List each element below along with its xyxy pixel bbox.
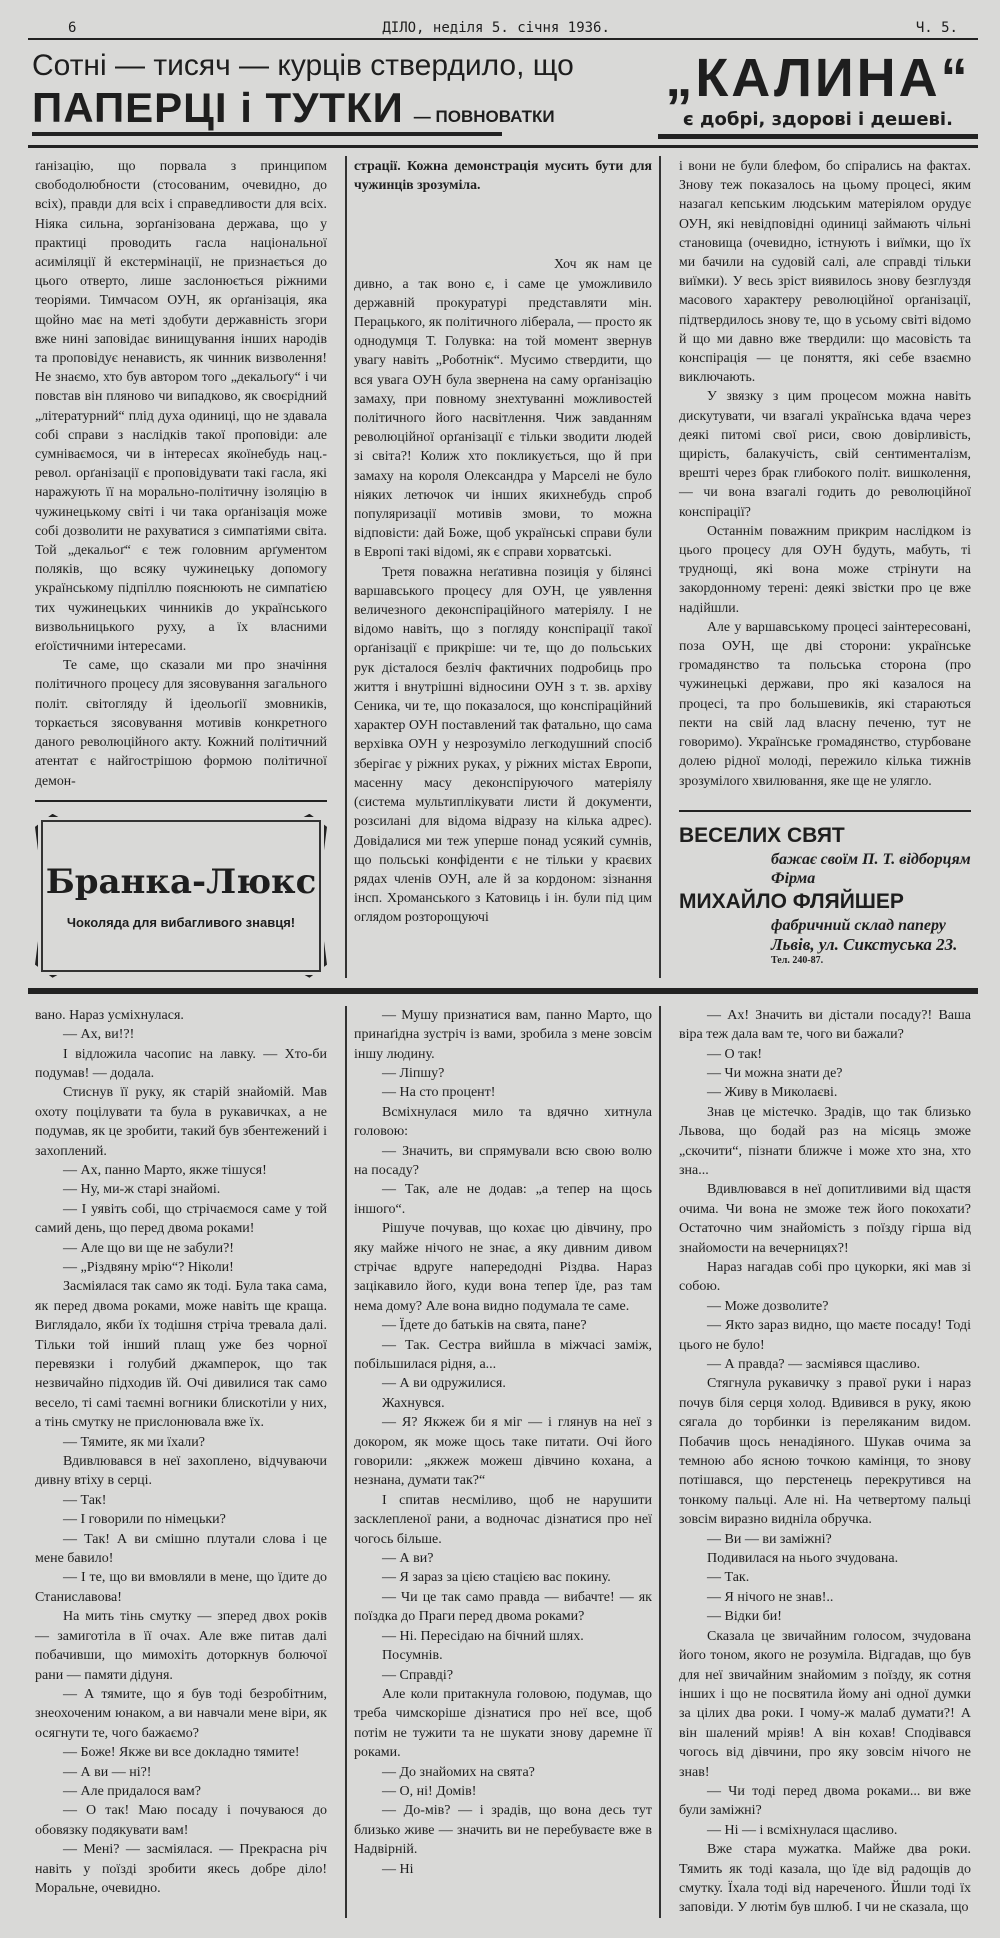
section-rule <box>28 145 978 148</box>
story-column-2 <box>345 1006 661 1918</box>
paragraph: Стиснув її руку, як старій знайомій. Мав охоту поцілувати та була в рукавичках, а не подумав, як це зробити, такий був збентежений і захоплений. <box>35 1085 327 1159</box>
paragraph: — О, ні! Домів! <box>382 1783 477 1799</box>
paragraph: Вдивлювався в неї допитливими від щастя очима. Чи вона не зможе теж його покохати? Остаточно чим знайомість з поїзду гірша від знайомости на вечерницях?! <box>679 1182 971 1256</box>
story-column-3 <box>672 1006 978 1918</box>
paragraph: — Боже! Якже ви все докладно тямите! <box>63 1745 300 1761</box>
advert-underline <box>32 132 502 136</box>
paragraph: Нараз нагадав собі про цукорки, які мав зі собою. <box>679 1259 971 1295</box>
paragraph: — Ліпшу? <box>382 1065 445 1081</box>
paragraph: — А тямите, що я був тоді безробітним, знеохоченим юнаком, а ви навчали мене віри, як осягнути те, чого бажаємо? <box>35 1686 327 1741</box>
paragraph: — Так! А ви смішно плутали слова і це мене бавило! <box>35 1531 327 1567</box>
paragraph: — А правда? — засміявся щасливо. <box>707 1357 921 1373</box>
advert-product: ПАПЕРЦІ і ТУТКИ <box>32 84 404 131</box>
story-section <box>28 1006 978 1918</box>
paragraph: Знав це містечко. Зрадів, що так близько Львова, що бодай раз на місяць зможе „скочити“, пізнати ближче і може хто зна, хто зна... <box>679 1104 971 1178</box>
paragraph: — Тямите, як ми їхали? <box>63 1434 205 1450</box>
paragraph: Вдивлювався в неї захоплено, відчуваючи дивну втіху в серці. <box>35 1454 327 1489</box>
paragraph: — Значить, ви спрямували всю свою волю на посаду? <box>354 1143 652 1178</box>
paragraph: Третя поважна неґативна позиція у білянсі варшавського процесу для ОУН, це уявлення величезного деконспіраційного матеріялу. І не відомо навіть, що з погляду конспірації такої орґанізації є прикріше: чи те, що до польських рук дісталося безліч фактичних подробиць про життя і внутрішні відносини ОУН з т. зв. архіву Сеника, чи те, що показалося, що конспіраційний характер ОУН поставлений так фатально, що сама верхівка ОУН у незрозуміло легкодушний спосіб зберігає у ріжних руках, у ріжних містах Европи, масенну масу деконспіруючого матеріялу (система мультиплікувати листи й документи, розсилані для відома відразу на кілька адрес). Довідалися ми теж уперше понад усякий сумнів, що польські конфіденти є не тільки у краєвих рядах членів ОУН, але й за кордоном: зізнання інсп. Хроманського з Катовиць і ін. були під цим оглядом розторощуючі <box>354 563 652 925</box>
fleisher-business: фабричний склад паперу <box>771 916 946 934</box>
paragraph: — І те, що ви вмовляли в мене, що їдите до Станиславова! <box>35 1570 327 1605</box>
fleisher-greeting: ВЕСЕЛИХ СВЯТ <box>679 823 845 847</box>
paragraph: — Їдете до батьків на свята, пане? <box>382 1318 587 1334</box>
fleisher-name: МИХАЙЛО ФЛЯЙШЕР <box>679 889 904 913</box>
paragraph: — Ах, ви!?! <box>63 1027 135 1043</box>
branka-slogan: Чоколяда для вибагливого знавця! <box>66 914 296 930</box>
section-divider <box>28 988 978 994</box>
paragraph: На мить тінь смутку — зперед двох років — замиготіла в її очах. Але вже питав далі побачивши, що мимохіть доторкнув болючої рани — памяти дідуня. <box>35 1609 327 1683</box>
paragraph: — Якто зараз видно, що маєте посаду! Тоді цього не було! <box>679 1318 971 1353</box>
paragraph: — Може дозволите? <box>707 1298 829 1314</box>
paragraph: — Я? Якжеж би я міг — і глянув на неї з докором, як може щось таке питати. Очі його говорили: „якжеж можеш дівчино кохана, а незнана, думати так?“ <box>354 1415 652 1489</box>
paragraph: — До-мів? — і зрадів, що вона десь тут близько живе — значить ви не перебуваєте вже в Надвірній. <box>354 1803 652 1858</box>
advert-brand: „КАЛИНА“ <box>665 48 971 108</box>
paragraph: — Мушу признатися вам, панно Марто, що принаґідна зустріч із вами, зробила з мене зовсім іншу людину. <box>354 1007 652 1062</box>
paragraph: — Ні <box>382 1861 414 1877</box>
paragraph: — Ах! Значить ви дістали посаду?! Ваша віра теж дала вам те, чого ви бажали? <box>679 1007 971 1043</box>
paragraph: — Так, але не додав: „а тепер на щось іншого“. <box>354 1182 652 1217</box>
fleisher-address: Львів, ул. Сикстуська 23. <box>771 934 958 954</box>
paragraph: Але у варшавському процесі заінтересовані, поза ОУН, ще дві сторони: українське громадянство та польська сторона (про чужинецькі держави, про які казалося на процесі, та про большевиків, які стараються пекти на свій лад власну печеню, тут не говоримо). Українське громадянство, стурбоване долею рідної молоді, пережило кілька тижнів зрозумілого хвилювання, яке ще не улягло. <box>679 618 971 788</box>
advert-line1: Сотні — тисяч — курців ствердило, що <box>32 49 574 82</box>
paragraph: — А ви? <box>382 1551 434 1567</box>
paragraph: — Чи можна знати де? <box>707 1065 843 1081</box>
paragraph: Хоч як нам це дивно, а так воно є, і саме це уможливило державній прокуратурі представляти мін. Перацького, як політичного лібералa, — просто як однодумця Т. Голувка: на той момент звернув увагу навіть „Роботнік“. Мусимо ствердити, що вся увага ОУН була звернена на саму орґанізацію замаху, при повному знехтуванні можливостей політичного його насвітлення. Чиж завданням революційної орґанізації є тільки зводити людей зі світа?! Колиж хто покликується, що й при замаху на короля Олександра у Марселі не було ніяких летючок чи інших якихнебудь спроб популяризації мотивів змови, то можна відповісти: дай Боже, щоб українські справи були в Европі такі відомі, як є справи хорватські. <box>354 256 652 560</box>
paragraph: — І уявіть собі, що стрічаємося саме у той самий день, що перед двома роками! <box>35 1201 327 1237</box>
advert-product-tail: — ПОВНОВАТКИ <box>413 107 555 126</box>
paragraph: — Ах, панно Марто, якже тішуся! <box>63 1162 267 1178</box>
paragraph: — Я зараз за цією стацією вас покину. <box>382 1570 611 1586</box>
paragraph: ґанізацію, що порвала з принципом свободолюбности (стосованим, очевидно, до всіх), правди для всіх і справедливости для всіх. Ніяка сильна, зорґанізована держава, що у практиці проводить гасла національної асиміляції й екстермінації, не признається до цього отверто, лише заслонюється ріжними теоріями. Тимчасом ОУН, як орґанізація, яка щойно має на меті здобути державність згори вже нині заповідає винищування інших народів та проповідує ненависть, як чинник визволення! Не знаємо, хто був автором того „декальоґу“ і чи повстав він пляново чи випадково, як своєрідний „літературний“ плід духа одиниці, що не здавала собі справи з наслідків такої проповіди: але сумніваємося, чи в інтересах якоїнебудь нац.-револ. орґанізації є проповідувати такі гасла, які наражують її на морально-політичну ізоляцію в чужинецькому світі і чи така орґанізація може собі дозволити не рахуватися з симпатіями світа. Той „декальоґ“ є теж головним арґументом поляків, що всяку чужинецьку допомогу українському підпіллю пояснюють не симпатією тих чужинецьких чинників до українського визвольницького руху, а їх власними еґоїстичними інтересами. <box>35 158 327 654</box>
paragraph: — Ну, ми-ж старі знайомі. <box>63 1182 221 1198</box>
page-header <box>28 14 978 36</box>
paragraph: — А ви — ні?! <box>63 1764 152 1780</box>
advert-underline <box>658 134 978 139</box>
article-section <box>28 156 978 978</box>
paragraph: — О так! Маю посаду і почуваюся до обовязку подякувати вам! <box>35 1803 327 1838</box>
paragraph: Вже стара мужатка. Майже два роки. Тямить як тоді казала, що їде від радощів до смутку. Їхала тоді від нареченого. Йшли тоді їх заповіди. У лютім був шлюб. І чи не сказала, що <box>679 1842 971 1916</box>
column-rule <box>679 810 971 812</box>
paragraph: Подивилася на нього зчудована. <box>707 1551 899 1567</box>
paragraph: — Так. <box>707 1570 750 1586</box>
paragraph: вано. Нараз усміхнулася. <box>35 1007 184 1023</box>
paragraph: — Справді? <box>382 1667 454 1683</box>
paragraph: — Ні. Пересідаю на бічний шлях. <box>382 1628 584 1644</box>
article-paragraph: страції. Кожна демонстрація мусить бути для чужинців зрозуміла. <box>354 158 652 193</box>
masthead: ДІЛО, неділя 5. січня 1936. <box>382 20 610 36</box>
column-rule <box>35 800 327 802</box>
article-column-3 <box>672 156 978 978</box>
paragraph: Але коли притакнула головою, подумав, що треба чимскоріше дізнатися про неї все, щоб потім не тужити та не шукати знову даремне її роками. <box>354 1686 652 1761</box>
paragraph: — Відки би! <box>707 1609 782 1625</box>
page-number: 6 <box>68 20 77 36</box>
paragraph: — Чи тоді перед двома роками... ви вже були заміжні? <box>679 1783 971 1819</box>
paragraph: — Ви — ви заміжні? <box>707 1531 832 1547</box>
paragraph: Засміялася так само як тоді. Була така сама, як перед двома роками, може навіть ще краща. Виглядало, якби їх тодішня стріча тревала далі. Тільки той інший плащ уже без чорної перевязки і голубий джамперок, що так незвичайно підходив їй. Очі дивилися так само весело, ті самі таємні вогники блискотіли у них, а тінь смутку не прислонювала вже їх. <box>35 1279 327 1431</box>
issue-number: Ч. 5. <box>915 20 958 36</box>
paragraph: — На сто процент! <box>382 1085 496 1101</box>
paragraph: — „Різдвяну мрію“? Ніколи! <box>63 1259 234 1275</box>
kalyna-advert <box>28 40 978 145</box>
paragraph: — Але що ви ще не забули?! <box>63 1240 234 1256</box>
paragraph: І спитав несміливо, щоб не нарушити засклепленої рани, а водночас дізнатися про неї чогось більше. <box>354 1492 652 1547</box>
paragraph: — Чи це так само правда — вибачте! — як поїздка до Праги перед двома роками? <box>354 1589 652 1625</box>
paragraph: Стягнула рукавичку з правої руки і нараз почув біля серця холод. Вдивився в руку, якою сягала до торбинки із переляканим видом. Побачив щось ненадіяного. Шукав очима за темною або ясною точкою камінця, то знову потішався, що перстенець перекрутився на тонкому пальці. Але ні. На четвертому пальці зовсім виразно виднілa обручка. <box>679 1376 971 1528</box>
paragraph: — Так! <box>63 1492 107 1508</box>
paragraph: — Живу в Миколаєві. <box>707 1085 838 1101</box>
paragraph: — До знайомих на свята? <box>382 1764 535 1780</box>
paragraph: — І говорили по німецьки? <box>63 1512 226 1528</box>
article-column-1 <box>28 156 334 978</box>
paragraph: — Так. Сестра вийшла в міжчасі заміж, побільшилася рідня, а... <box>354 1337 652 1373</box>
paragraph: і вони не були блефом, бо спірались на фактах. Знову теж показалось на цьому процесі, яким назагал кепським людським матеріялом орудує ОУН, які невідповідні одиниці займають чільні становища (очевидно, істнують і виїмки, що їх ми бачили на судовій салі, але справді тільки виїмки). У весь зріст виявилось знову безглуздя масового характеру революційної орґанізації, підтвердилось знову те, що в усьому світі відомо й що ми давно вже твердили: що масовість та конспірація — це поняття, які себе взаємно виключають. <box>679 158 971 385</box>
paragraph: Сказала це звичайним голосом, зчудована його тоном, якого не розуміла. Відгадав, що був для неї звичайним знайомим з поїзду, як сотня інших і що не посвятила йому ані одної думки за цілих два роки. І чому-ж малаб думати?! А він шалений мріяв! А він кохав! Сподівався чогось від дівчини, про яку зовсім нічого не знав! <box>679 1628 971 1780</box>
fleisher-wishes: бажає своїм П. Т. відборцям <box>771 850 971 868</box>
paragraph: Жахнувся. <box>382 1395 445 1411</box>
paragraph: Рішуче почував, що кохає цю дівчину, про яку майже нічого не знає, а яку дивним дивом стрічає вдруге напередодні Різдва. Нараз зацікавило його, куди вона тепер їде, раз там нема дому? Але вона видно подумала те саме. <box>354 1221 652 1314</box>
paragraph: Те саме, що сказали ми про значіння політичного процесу для зясовування загального політ. світогляду й ідеольоґії змовників, торкається зясовування мотивів конкретного даного революційного акту. Кожний політичний атентат є найгострішою формою політичної демон- <box>35 657 327 788</box>
paragraph: — Я нічого не знав!.. <box>707 1589 834 1605</box>
paragraph: — А ви одружилися. <box>382 1376 506 1392</box>
paragraph: І відложила часопис на лавку. — Хто-би подумав! — додала. <box>35 1046 327 1081</box>
paragraph: У звязку з цим процесом можна навіть дискутувати, чи взагалі українська вдача через деякі питомі свої риси, свою довірливість, щирість, балакучість, свій сентименталізм, врешті через брак глибокого політ. вишколення, — чи вона взагалі годить до революційної конспірації? <box>679 388 971 519</box>
paragraph: — О так! <box>707 1046 763 1062</box>
paragraph: Останнім поважним прикрим наслідком із цього процесу для ОУН будуть, мабуть, ті труднощі, які вона може стрінути на закордонному терені: деякі звістки про це вже надійшли. <box>679 522 971 615</box>
fleisher-advert <box>679 822 971 968</box>
fleisher-firm-label: Фірма <box>771 869 816 887</box>
branka-advert <box>35 814 327 978</box>
fleisher-phone: Тел. 240-87. <box>771 954 824 966</box>
story-column-1 <box>28 1006 334 1918</box>
paragraph: Всміхнулася мило та вдячно хитнула головою: <box>354 1104 652 1140</box>
paragraph: — Але придалося вам? <box>63 1783 201 1799</box>
branka-brand: Бранка-Люкс <box>45 861 317 902</box>
advert-slogan: є добрі, здорові і дешеві. <box>683 109 953 130</box>
article-column-2 <box>345 156 661 978</box>
paragraph: — Ні — і всміхнулася щасливо. <box>707 1822 898 1838</box>
paragraph: — Мені? — засміялася. — Прекрасна річ навіть у поїзді зробити якесь добре діло! Моральне, очевидно. <box>35 1842 327 1896</box>
paragraph: Посумнів. <box>382 1648 443 1664</box>
